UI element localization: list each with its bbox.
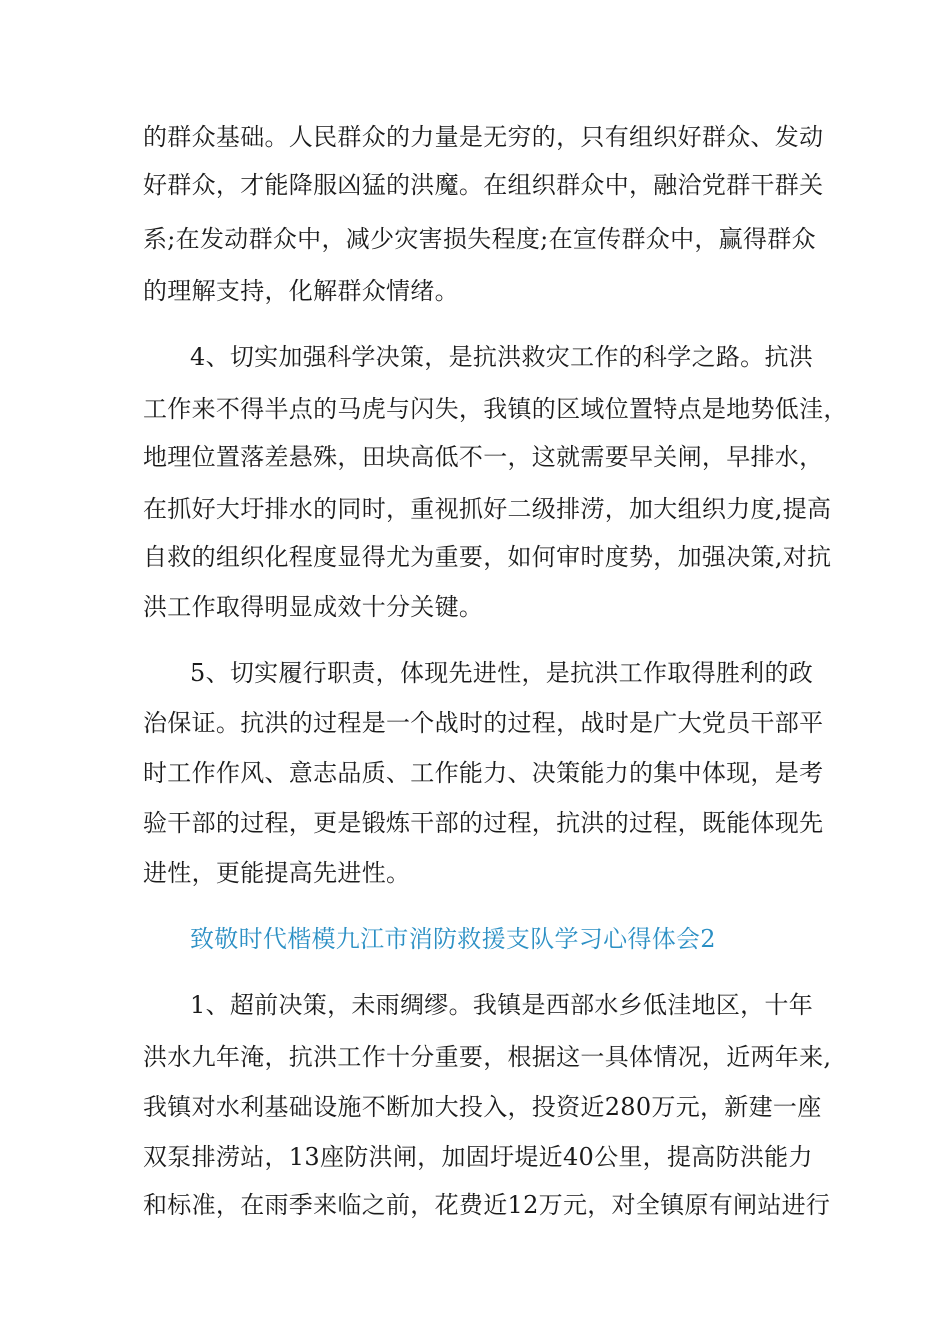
- text-line: 好群众，才能降服凶猛的洪魔。在组织群众中，融洽党群干群关: [143, 171, 824, 199]
- text-line: 的群众基础。人民群众的力量是无穷的，只有组织好群众、发动: [143, 123, 824, 151]
- text-line: 4、切实加强科学决策，是抗洪救灾工作的科学之路。抗洪: [190, 343, 814, 371]
- text-line: 双泵排涝站，13座防洪闸，加固圩堤近40公里，提高防洪能力: [143, 1143, 813, 1171]
- text-line: 治保证。抗洪的过程是一个战时的过程，战时是广大党员干部平: [143, 709, 824, 737]
- section-heading: 致敬时代楷模九江市消防救援支队学习心得体会2: [190, 925, 716, 953]
- text-line: 的理解支持，化解群众情绪。: [143, 277, 459, 305]
- text-line: 洪工作取得明显成效十分关键。: [143, 593, 484, 621]
- text-line: 我镇对水利基础设施不断加大投入，投资近280万元，新建一座: [143, 1093, 822, 1121]
- text-line: 地理位置落差悬殊，田块高低不一，这就需要早关闸，早排水，: [143, 443, 824, 471]
- text-line: 工作来不得半点的马虎与闪失，我镇的区域位置特点是地势低洼，: [143, 395, 848, 423]
- text-line: 在抓好大圩排水的同时，重视抓好二级排涝，加大组织力度,提高: [143, 495, 832, 523]
- text-line: 和标准，在雨季来临之前，花费近12万元，对全镇原有闸站进行: [143, 1191, 831, 1219]
- text-line: 验干部的过程，更是锻炼干部的过程，抗洪的过程，既能体现先: [143, 809, 824, 837]
- text-line: 洪水九年淹，抗洪工作十分重要，根据这一具体情况，近两年来,: [143, 1043, 832, 1071]
- text-line: 系;在发动群众中，减少灾害损失程度;在宣传群众中，赢得群众: [143, 225, 816, 253]
- text-line: 进性，更能提高先进性。: [143, 859, 411, 887]
- text-line: 5、切实履行职责，体现先进性，是抗洪工作取得胜利的政: [190, 659, 814, 687]
- text-line: 时工作作风、意志品质、工作能力、决策能力的集中体现，是考: [143, 759, 824, 787]
- text-line: 1、超前决策，未雨绸缪。我镇是西部水乡低洼地区，十年: [190, 991, 814, 1019]
- text-line: 自救的组织化程度显得尤为重要，如何审时度势，加强决策,对抗: [143, 543, 832, 571]
